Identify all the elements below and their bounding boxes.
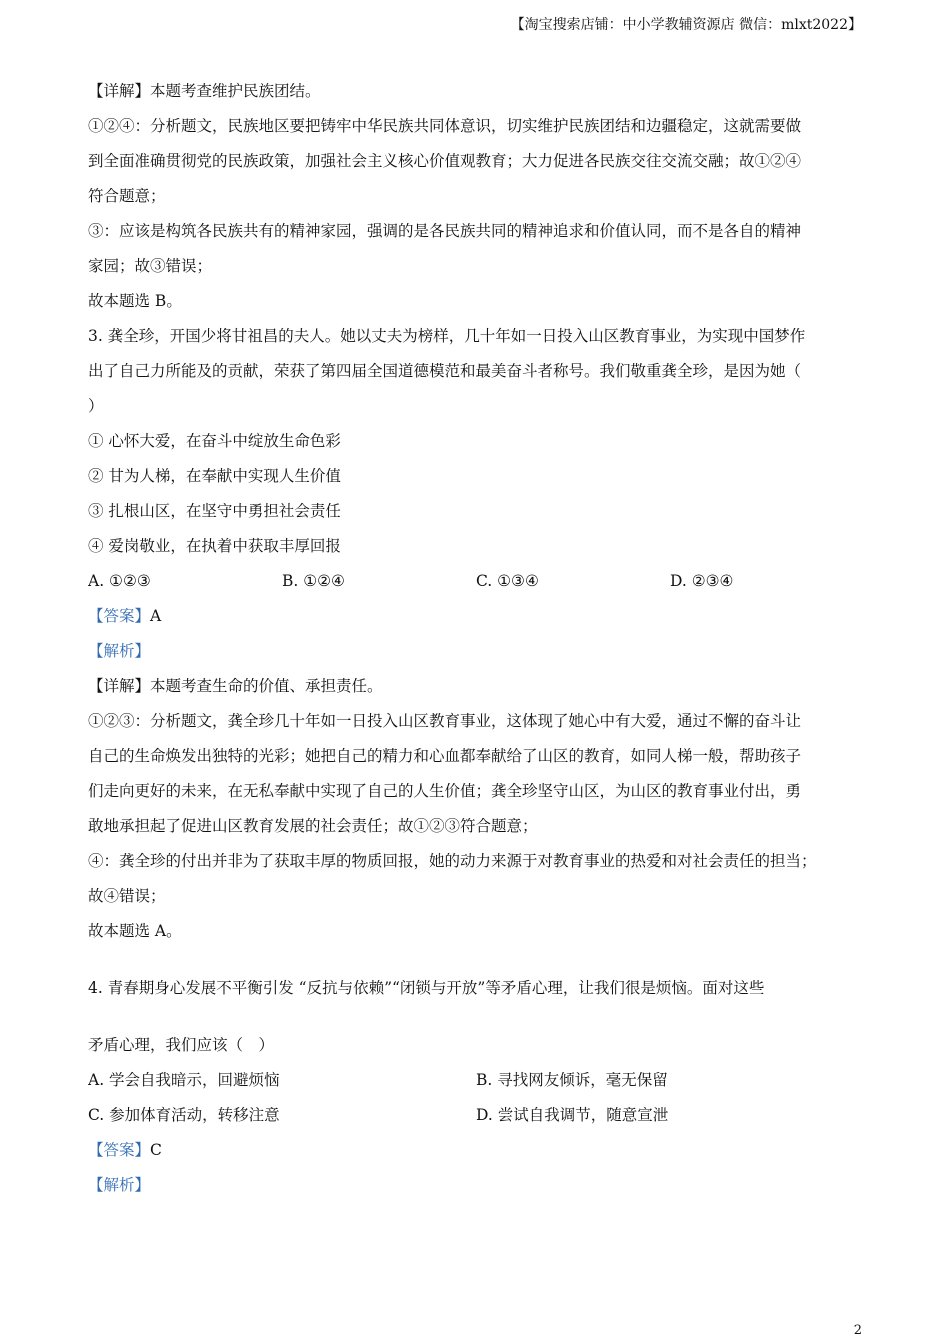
q2-conclusion: 故本题选 B。 <box>88 292 182 310</box>
q3-item: ③ 扎根山区，在坚守中勇担社会责任 <box>88 502 341 520</box>
q3-conclusion: 故本题选 A。 <box>88 922 182 940</box>
q4-stem: 矛盾心理，我们应该（ ） <box>88 1036 275 1054</box>
q3-option-c: C. ①③④ <box>476 572 539 590</box>
q3-stem: ） <box>88 397 104 415</box>
q3-stem: 3. 龚全珍，开国少将甘祖昌的夫人。她以丈夫为榜样，几十年如一日投入山区教育事业，为实现中国梦作 <box>88 327 806 345</box>
q3-item: ② 甘为人梯，在奉献中实现人生价值 <box>88 467 341 485</box>
q3-detail-text: ④：龚全珍的付出并非为了获取丰厚的物质回报，她的动力来源于对教育事业的热爱和对社会责任的担当； <box>88 852 817 870</box>
answer-label: 【答案】 <box>88 607 151 625</box>
q2-detail-title: 【详解】本题考查维护民族团结。 <box>88 82 321 100</box>
answer-label: 【答案】 <box>88 1141 151 1159</box>
q4-options-row1 <box>88 1067 864 1102</box>
q3-analysis-label: 【解析】 <box>88 642 151 660</box>
page-number: 2 <box>853 1323 862 1338</box>
answer-value: A <box>150 607 162 625</box>
q3-item: ④ 爱岗敬业，在执着中获取丰厚回报 <box>88 537 341 555</box>
q3-item: ① 心怀大爱，在奋斗中绽放生命色彩 <box>88 432 341 450</box>
document-body <box>88 78 864 1207</box>
q4-stem: 4. 青春期身心发展不平衡引发 “反抗与依赖”“闭锁与开放”等矛盾心理，让我们很是烦恼。面对这些 <box>88 979 765 997</box>
q4-option-b: B. 寻找网友倾诉，毫无保留 <box>476 1071 668 1089</box>
q4-option-d: D. 尝试自我调节，随意宣泄 <box>476 1106 669 1124</box>
q3-option-b: B. ①②④ <box>282 572 345 590</box>
q3-options <box>88 568 864 603</box>
q2-detail-text: 家园；故③错误； <box>88 257 213 275</box>
q3-detail-text: 自己的生命焕发出独特的光彩；她把自己的精力和心血都奉献给了山区的教育，如同人梯一般，帮助孩子 <box>88 747 802 765</box>
q4-answer <box>88 1137 864 1172</box>
q3-stem: 出了自己力所能及的贡献，荣获了第四届全国道德模范和最美奋斗者称号。我们敬重龚全珍，是因为她（ <box>88 362 802 380</box>
q3-detail-text: 们走向更好的未来，在无私奉献中实现了自己的人生价值；龚全珍坚守山区，为山区的教育事业付出，勇 <box>88 782 802 800</box>
q4-analysis-label: 【解析】 <box>88 1176 151 1194</box>
q2-detail-text: 符合题意； <box>88 187 166 205</box>
page-header: 【淘宝搜索店铺：中小学教辅资源店 微信：mlxt2022】 <box>510 17 862 33</box>
q3-detail-title: 【详解】本题考查生命的价值、承担责任。 <box>88 677 383 695</box>
answer-value: C <box>150 1141 162 1159</box>
q3-option-d: D. ②③④ <box>670 572 734 590</box>
q4-options-row2 <box>88 1102 864 1137</box>
q4-option-c: C. 参加体育活动，转移注意 <box>88 1106 280 1124</box>
q3-answer <box>88 603 864 638</box>
q3-option-a: A. ①②③ <box>88 572 151 590</box>
q2-detail-text: ①②④：分析题文，民族地区要把铸牢中华民族共同体意识，切实维护民族团结和边疆稳定，这就需要做 <box>88 117 802 135</box>
q2-detail-text: ③：应该是构筑各民族共有的精神家园，强调的是各民族共同的精神追求和价值认同，而不是各自的精神 <box>88 222 802 240</box>
q3-detail-text: ①②③：分析题文，龚全珍几十年如一日投入山区教育事业，这体现了她心中有大爱，通过不懈的奋斗让 <box>88 712 802 730</box>
q3-detail-text: 故④错误； <box>88 887 166 905</box>
q4-option-a: A. 学会自我暗示，回避烦恼 <box>88 1071 280 1089</box>
q3-detail-text: 敢地承担起了促进山区教育发展的社会责任；故①②③符合题意； <box>88 817 538 835</box>
q2-detail-text: 到全面准确贯彻党的民族政策，加强社会主义核心价值观教育；大力促进各民族交往交流交融；故①②④ <box>88 152 802 170</box>
